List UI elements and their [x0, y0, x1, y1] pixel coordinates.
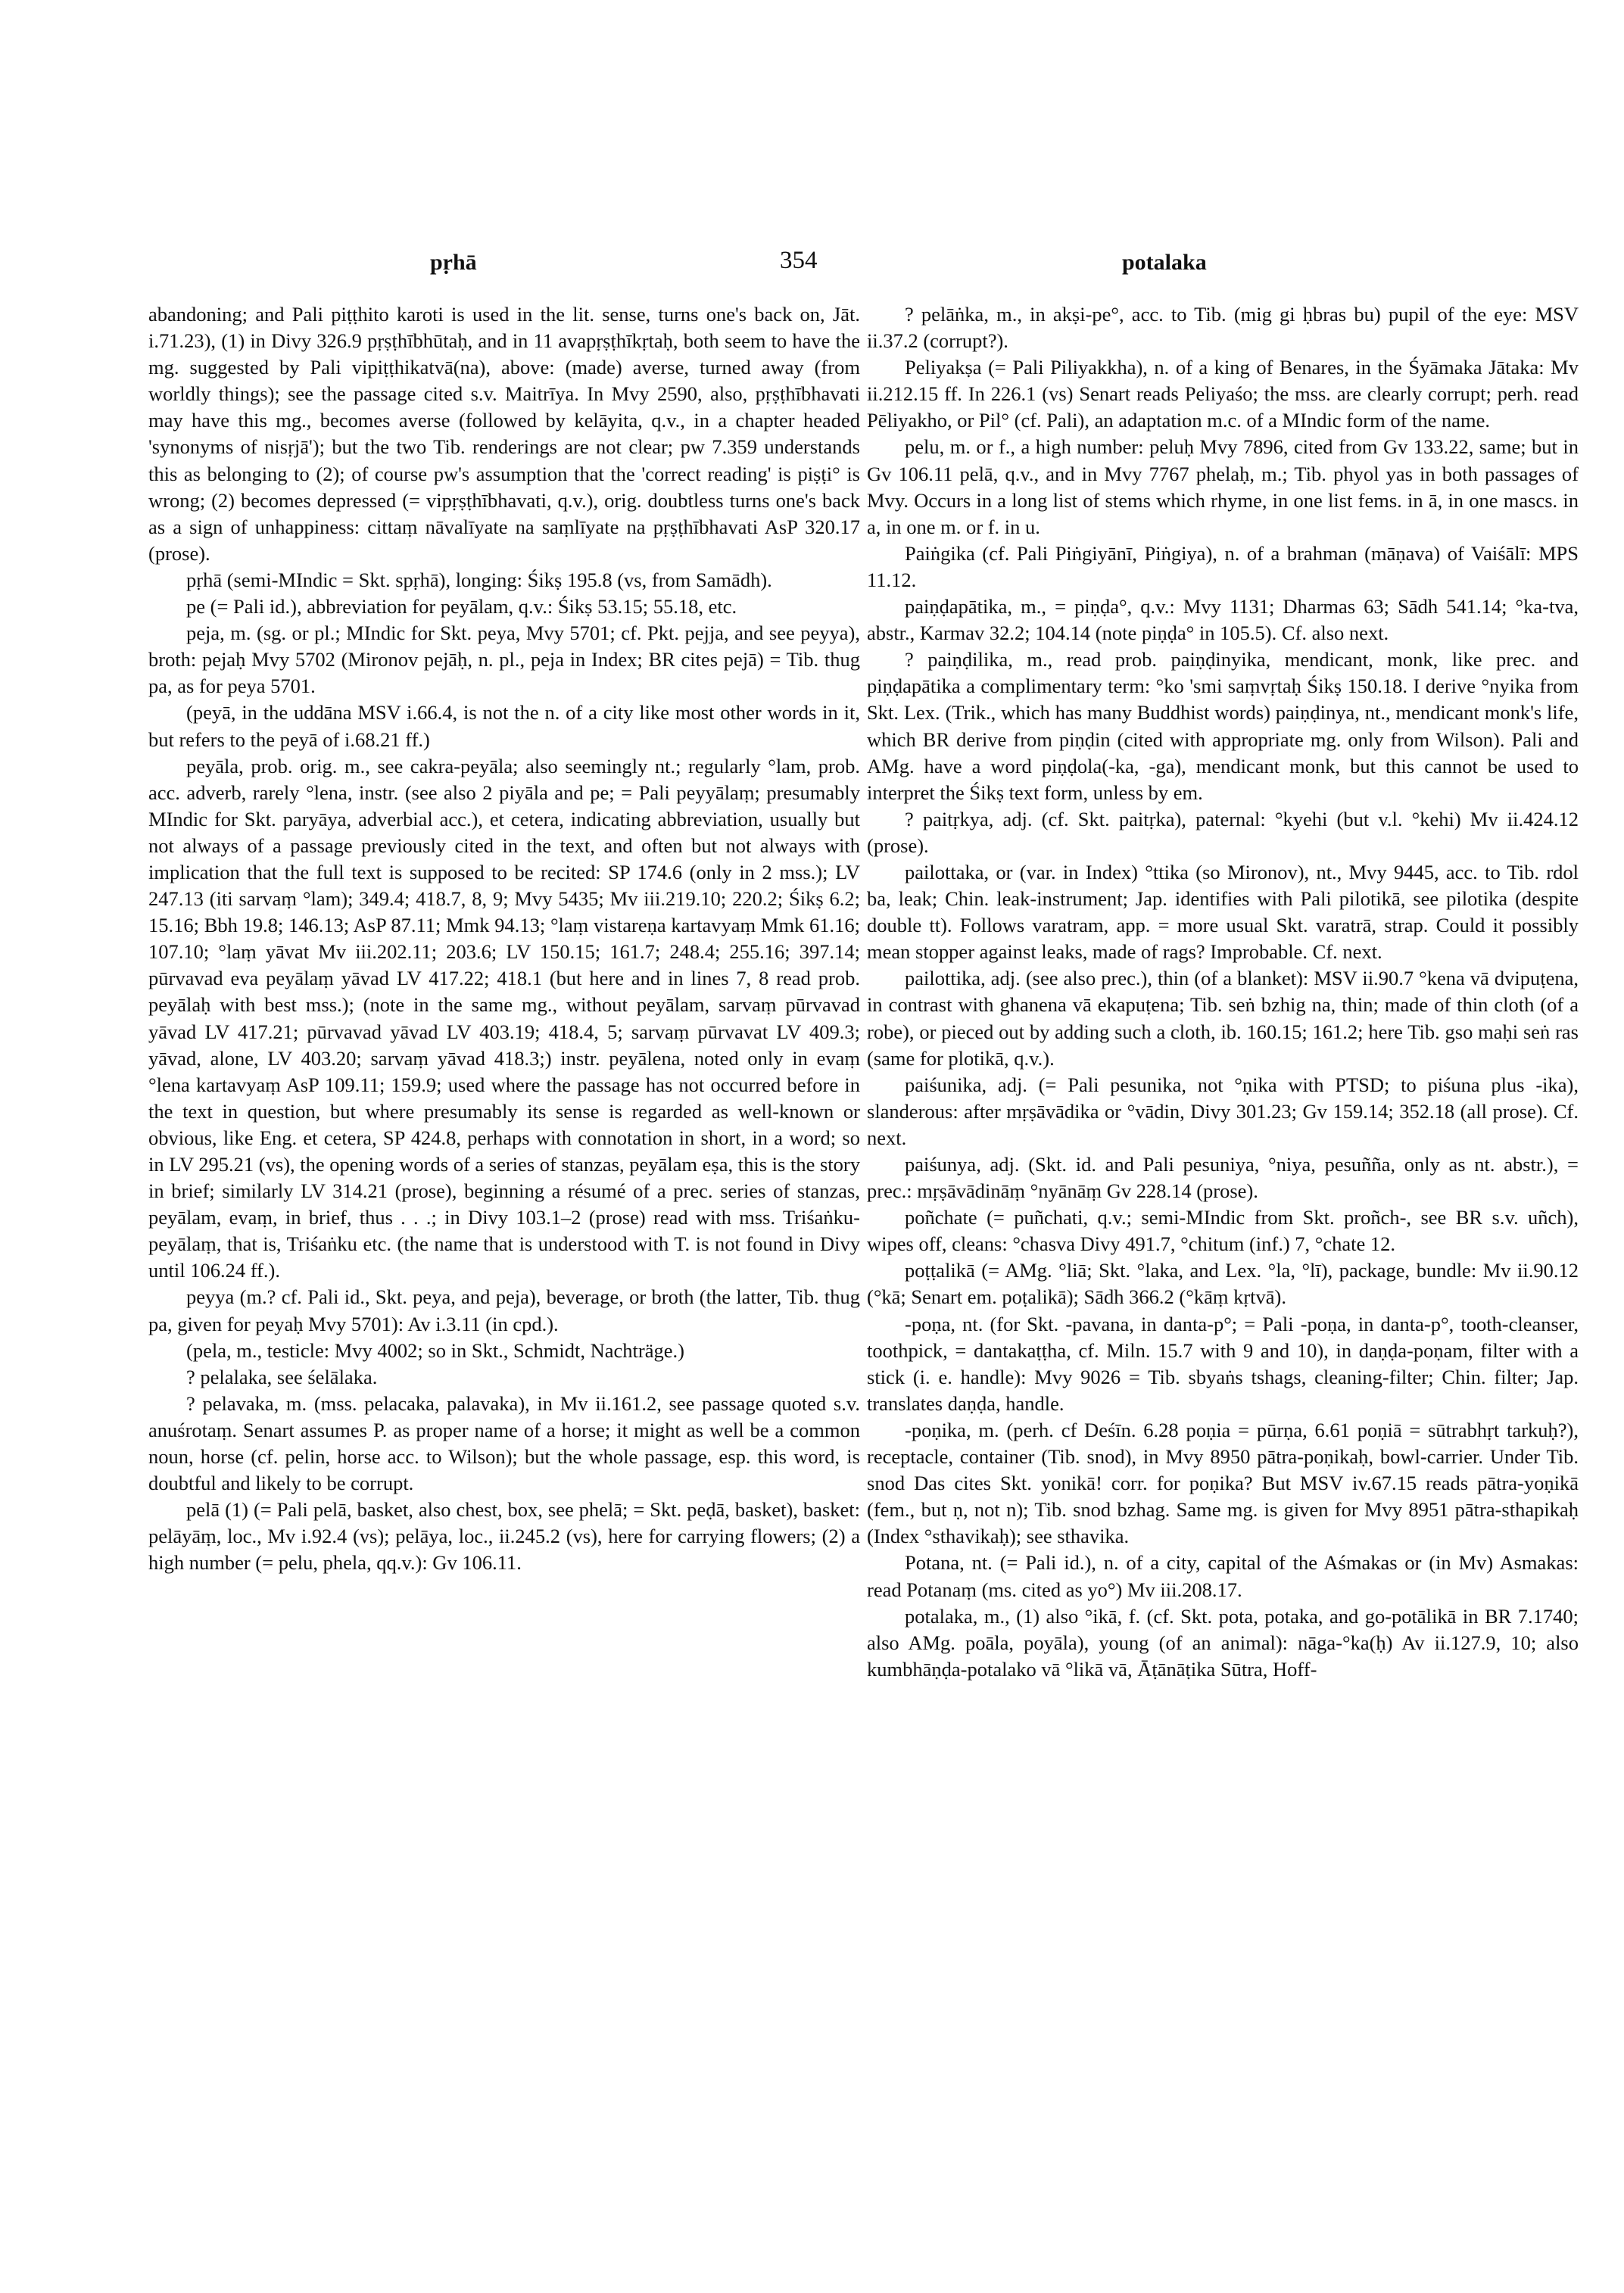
entry-prha: pṛhā (semi-MIndic = Skt. spṛhā), longing: Śikṣ 195.8 (vs, from Samādh).: [186, 568, 772, 591]
right-column: [867, 301, 1579, 1683]
entry-pelalaka: ? pelalaka, see śelālaka.: [186, 1365, 378, 1388]
entry-peyala: peyāla, prob. orig. m., see cakra-peyāla; also seemingly nt.; regularly °lam, prob. acc. adverb, rarely °lena, instr. (see also 2 piyāla and pe; = Pali peyyālaṃ; presumably MIndic for Skt. paryāya, adverbial acc.), et cetera, indicating abbreviation, usually but not always of a passage previously cited in the text, and often but not always with implication that the full text is supposed to be recited: SP 174.6 (only in 2 mss.); LV 247.13 (iti sarvaṃ °lam); 349.4; 418.7, 8, 9; Mvy 5435; Mv iii.219.10; 220.2; Śikṣ 6.2; 15.16; Bbh 19.8; 146.13; AsP 87.11; Mmk 94.13; °laṃ vistareṇa kartavyaṃ Mmk 61.16; 107.10; °laṃ yāvat Mv iii.202.11; 203.6; LV 150.15; 161.7; 248.4; 255.16; 397.14; pūrvavad eva peyālaṃ yāvad LV 417.22; 418.1 (but here and in lines 7, 8 read prob. peyālaḥ with best mss.); (note in the same mg., without peyālam, sarvaṃ pūrvavad yāvad LV 417.21; pūrvavad yāvad LV 403.19; 418.4, 5; sarvaṃ pūrvavat LV 409.3; yāvad, alone, LV 403.20; sarvaṃ yāvad 418.3;) instr. peyālena, noted only in evaṃ °lena kartavyaṃ AsP 109.11; 159.9; used where the passage has not occurred before in the text in question, but where presumably its sense is regarded as well-known or obvious, like Eng. et cetera, SP 424.8, perhaps with connotation in short, in a word; so in LV 295.21 (vs), the opening words of a series of stanzas, peyālam eṣa, this is the story in brief; similarly LV 314.21 (prose), beginning a résumé of a prec. series of stanzas, peyālam, evaṃ, in brief, thus . . .; in Divy 103.1–2 (prose) read with mss. Triśaṅku-peyālaṃ, that is, Triśaṅku etc. (the name that is understood with T. is not found in Divy until 106.24 ff.).: [148, 754, 860, 1282]
entry-paitrkya: ? paitṛkya, adj. (cf. Skt. paitṛka), paternal: °kyehi (but v.l. °kehi) Mv ii.424.12 (prose).: [867, 807, 1579, 857]
entry-pottalika: poṭṭalikā (= AMg. °liā; Skt. °laka, and Lex. °la, °lī), package, bundle: Mv ii.90.12 (°kā; Senart em. poṭalikā); Sādh 366.2 (°kāṃ kṛtvā).: [867, 1259, 1579, 1309]
entry-potana: Potana, nt. (= Pali id.), n. of a city, capital of the Aśmakas or (in Mv) Asmakas: read Potanaṃ (ms. cited as yo°) Mv iii.208.17.: [867, 1551, 1579, 1601]
entry-pela-basket: pelā (1) (= Pali pelā, basket, also chest, box, see phelā; = Skt. peḍā, basket), basket: pelāyāṃ, loc., Mv i.92.4 (vs); pelāya, loc., ii.245.2 (vs), here for carrying flowers; (2) a high number (= pelu, phela, qq.v.): Gv 106.11.: [148, 1498, 860, 1575]
entry-ponchate: poñchate (= puñchati, q.v.; semi-MIndic from Skt. proñch-, see BR s.v. uñch), wipes off, cleans: °chasva Divy 491.7, °chitum (inf.) 7, °chate 12.: [867, 1206, 1579, 1256]
entry-peyya: peyya (m.? cf. Pali id., Skt. peya, and peja), beverage, or broth (the latter, Tib. thug pa, given for peyaḥ Mvy 5701): Av i.3.11 (in cpd.).: [148, 1285, 860, 1335]
entry-peja: peja, m. (sg. or pl.; MIndic for Skt. peya, Mvy 5701; cf. Pkt. pejja, and see peyya), broth: pejaḥ Mvy 5702 (Mironov pejāḥ, n. pl., peja in Index; BR cites pejā) = Tib. thug pa, as for peya 5701.: [148, 622, 860, 698]
entry-pailottaka: pailottaka, or (var. in Index) °ttika (so Mironov), nt., Mvy 9445, acc. to Tib. rdol ba, leak; Chin. leak-instrument; Jap. identifies with Pali pilotikā, see pilotika (despite double tt). Follows varatram, app. = more usual Skt. varatrā, strap. Could it possibly mean stopper against leaks, made of rags? Improbable. Cf. next.: [867, 860, 1579, 964]
entry-pona: -poṇa, nt. (for Skt. -pavana, in danta-p°; = Pali -poṇa, in danta-p°, tooth-cleanser, toothpick, = dantakaṭṭha, cf. Miln. 15.7 with 9 and 10), in daṇḍa-poṇam, filter with a stick (i. e. handle): Mvy 9026 = Tib. sbyaṅs tshags, cleaning-filter; Chin. filter; Jap. translates daṇḍa, handle.: [867, 1312, 1579, 1415]
header-left-guideword: pṛhā: [430, 250, 477, 275]
entry-pelu: pelu, m. or f., a high number: peluḥ Mvy 7896, cited from Gv 133.22, same; but in Gv 106.11 pelā, q.v., and in Mvy 7767 phelaḥ, m.; Tib. phyol yas in both passages of Mvy. Occurs in a long list of stems which rhyme, in one list fems. in ā, in one mascs. in a, in one m. or f. in u.: [867, 435, 1579, 538]
entry-continuation: abandoning; and Pali piṭṭhito karoti is used in the lit. sense, turns one's back on, Jāt. i.71.23), (1) in Divy 326.9 pṛṣṭhībhūtaḥ, and in 11 avapṛṣṭhīkṛtaḥ, both seem to have the mg. suggested by Pali vipiṭṭhikatvā(na), above: (made) averse, turned away (from worldly things); see the passage cited s.v. Maitrīya. In Mvy 2590, also, pṛṣṭhībhavati may have this mg., becomes averse (followed by kelāyita, q.v., in a chapter headed 'synonyms of nisṛjā'); but the two Tib. renderings are not clear; pw 7.359 understands this as belonging to (2); of course pw's assumption that the 'correct reading' is piṣṭi° is wrong; (2) becomes depressed (= vipṛṣṭhībhavati, q.v.), orig. doubtless turns one's back as a sign of unhappiness: cittaṃ nāvalīyate na saṃlīyate na pṛṣṭhībhavati AsP 320.17 (prose).: [148, 303, 860, 565]
page-number: 354: [780, 247, 818, 274]
entry-paingika: Paiṅgika (cf. Pali Piṅgiyānī, Piṅgiya), n. of a brahman (māṇava) of Vaiśālī: MPS 11.12.: [867, 541, 1579, 591]
entry-pailottika: pailottika, adj. (see also prec.), thin (of a blanket): MSV ii.90.7 °kena vā dvipuṭena, in contrast with ghanena vā ekapuṭena; Tib. seṅ bzhig na, thin; made of thin cloth (of a robe), or pieced out by adding such a cloth, ib. 160.15; 161.2; here Tib. gso maḥi seṅ ras (same for plotikā, q.v.).: [867, 967, 1579, 1070]
entry-potalaka: potalaka, m., (1) also °ikā, f. (cf. Skt. pota, potaka, and go-potālikā in BR 7.1740; also AMg. poāla, poyāla), young (of an animal): nāga-°ka(ḥ) Av ii.127.9, 10; also kumbhāṇḍa-potalako vā °likā vā, Āṭānāṭika Sūtra, Hoff-: [867, 1604, 1579, 1681]
entry-pe: pe (= Pali id.), abbreviation for peyālam, q.v.: Śikṣ 53.15; 55.18, etc.: [186, 595, 737, 618]
left-column: [148, 301, 860, 1577]
entry-peya: (peyā, in the uddāna MSV i.66.4, is not the n. of a city like most other words in it, but refers to the peyā of i.68.21 ff.): [148, 701, 860, 751]
entry-paisunika: paiśunika, adj. (= Pali pesunika, not °ṇika with PTSD; to piśuna plus -ika), slanderous: after mṛṣāvādika or °vādin, Divy 301.23; Gv 159.14; 352.18 (all prose). Cf. next.: [867, 1073, 1579, 1149]
entry-paindapatika: paiṇḍapātika, m., = piṇḍa°, q.v.: Mvy 1131; Dharmas 63; Sādh 541.14; °ka-tva, abstr., Karmav 32.2; 104.14 (note piṇḍa° in 105.5). Cf. also next.: [867, 595, 1579, 645]
entry-ponika: -poṇika, m. (perh. cf Deśīn. 6.28 poṇia = pūrṇa, 6.61 poṇiā = sūtrabhṛt tarkuḥ?), receptacle, container (Tib. snod), in Mvy 8950 pātra-poṇikaḥ, bowl-carrier. Under Tib. snod Das cites Skt. yonikā! corr. for poṇika? But MSV iv.67.15 reads pātra-yoṇikā (fem., but ṇ, not n); Tib. snod bzhag. Same mg. is given for Mvy 8951 pātra-sthapikaḥ (Index °sthavikaḥ); see sthavika.: [867, 1418, 1579, 1548]
entry-paindilika: ? paiṇḍilika, m., read prob. paiṇḍinyika, mendicant, monk, like prec. and piṇḍapātika a complimentary term: °ko 'smi saṃvṛtaḥ Śikṣ 150.18. I derive °nyika from Skt. Lex. (Trik., which has many Buddhist words) paiṇḍinya, nt., mendicant monk's life, which BR derive from piṇḍin (cited with appropriate mg. only from Wilson). Pali and AMg. have a word piṇḍola(-ka, -ga), mendicant monk, but this cannot be used to interpret the Śikṣ text form, unless by em.: [867, 648, 1579, 804]
entry-pela: (pela, m., testicle: Mvy 4002; so in Skt., Schmidt, Nachträge.): [186, 1338, 684, 1362]
entry-pelavaka: ? pelavaka, m. (mss. pelacaka, palavaka), in Mv ii.161.2, see passage quoted s.v. anuśrotaṃ. Senart assumes P. as proper name of a horse; it might as well be a common noun, horse (cf. pelin, horse acc. to Wilson); but the whole passage, esp. this word, is doubtful and likely to be corrupt.: [148, 1391, 860, 1495]
entry-paisunya: paiśunya, adj. (Skt. id. and Pali pesuniya, °niya, pesuñña, only as nt. abstr.), = prec.: mṛṣāvādināṃ °nyānāṃ Gv 228.14 (prose).: [867, 1153, 1579, 1203]
header-right-guideword: potalaka: [1122, 250, 1207, 275]
entry-pelanka: ? pelāṅka, m., in akṣi-pe°, acc. to Tib. (mig gi ḥbras bu) pupil of the eye: MSV ii.37.2 (corrupt?).: [867, 303, 1579, 353]
entry-peliyaksa: Peliyakṣa (= Pali Piliyakkha), n. of a king of Benares, in the Śyāmaka Jātaka: Mv ii.212.15 ff. In 226.1 (vs) Senart reads Peliyaśo; the mss. are clearly corrupt; perh. read Pēliyakho, or Pil° (cf. Pali), an adaptation m.c. of a MIndic form of the name.: [867, 356, 1579, 432]
